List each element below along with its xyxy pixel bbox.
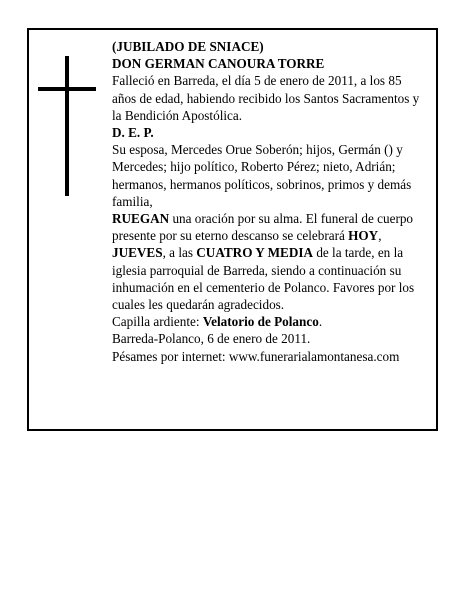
request-text-1: una oración por su alma. El funeral de cuerpo presente por su eterno descanso se celebrará [112, 211, 414, 244]
family-list: Su esposa, Mercedes Orue Soberón; hijos, Germán () y Mercedes; hijo político, Roberto Pérez; nieto, Adrián; hermanos, hermanos políticos, sobrinos, primos y demás familia, [112, 142, 412, 209]
separator-1: , [378, 228, 382, 244]
cross-icon [65, 56, 69, 196]
chapel-name: Velatorio de Polanco [202, 314, 319, 330]
funeral-request [112, 210, 422, 313]
obituary-text [112, 38, 422, 365]
condolences-line: Pésames por internet: www.funerarialamontanesa.com [112, 348, 400, 364]
chapel-label: Capilla ardiente: [112, 314, 203, 330]
employer-line: (JUBILADO DE SNIACE) [112, 39, 264, 54]
place-date: Barreda-Polanco, 6 de enero de 2011. [112, 331, 311, 347]
deceased-name: DON GERMAN CANOURA TORRE [112, 56, 325, 72]
hoy-word: HOY [348, 228, 379, 244]
ruegan-word: RUEGAN [112, 211, 170, 227]
death-info: Falleció en Barreda, el día 5 de enero de 2011, a los 85 años de edad, habiendo recibido los Santos Sacramentos y la Bendición Apostólica. [112, 73, 420, 123]
chapel-line [112, 313, 422, 330]
chapel-end: . [318, 314, 323, 330]
separator-2: , a las [162, 245, 197, 261]
day-word: JUEVES [112, 245, 163, 261]
request-text-2: de la tarde, en la iglesia parroquial de Barreda, siendo a continuación su inhumación en el cementerio de Polanco. Favores por los cuales les quedarán agradecidos. [112, 245, 415, 313]
time-word: CUATRO Y MEDIA [196, 245, 314, 261]
rip-line: D. E. P. [112, 125, 154, 141]
cross-icon-arm [38, 87, 96, 91]
